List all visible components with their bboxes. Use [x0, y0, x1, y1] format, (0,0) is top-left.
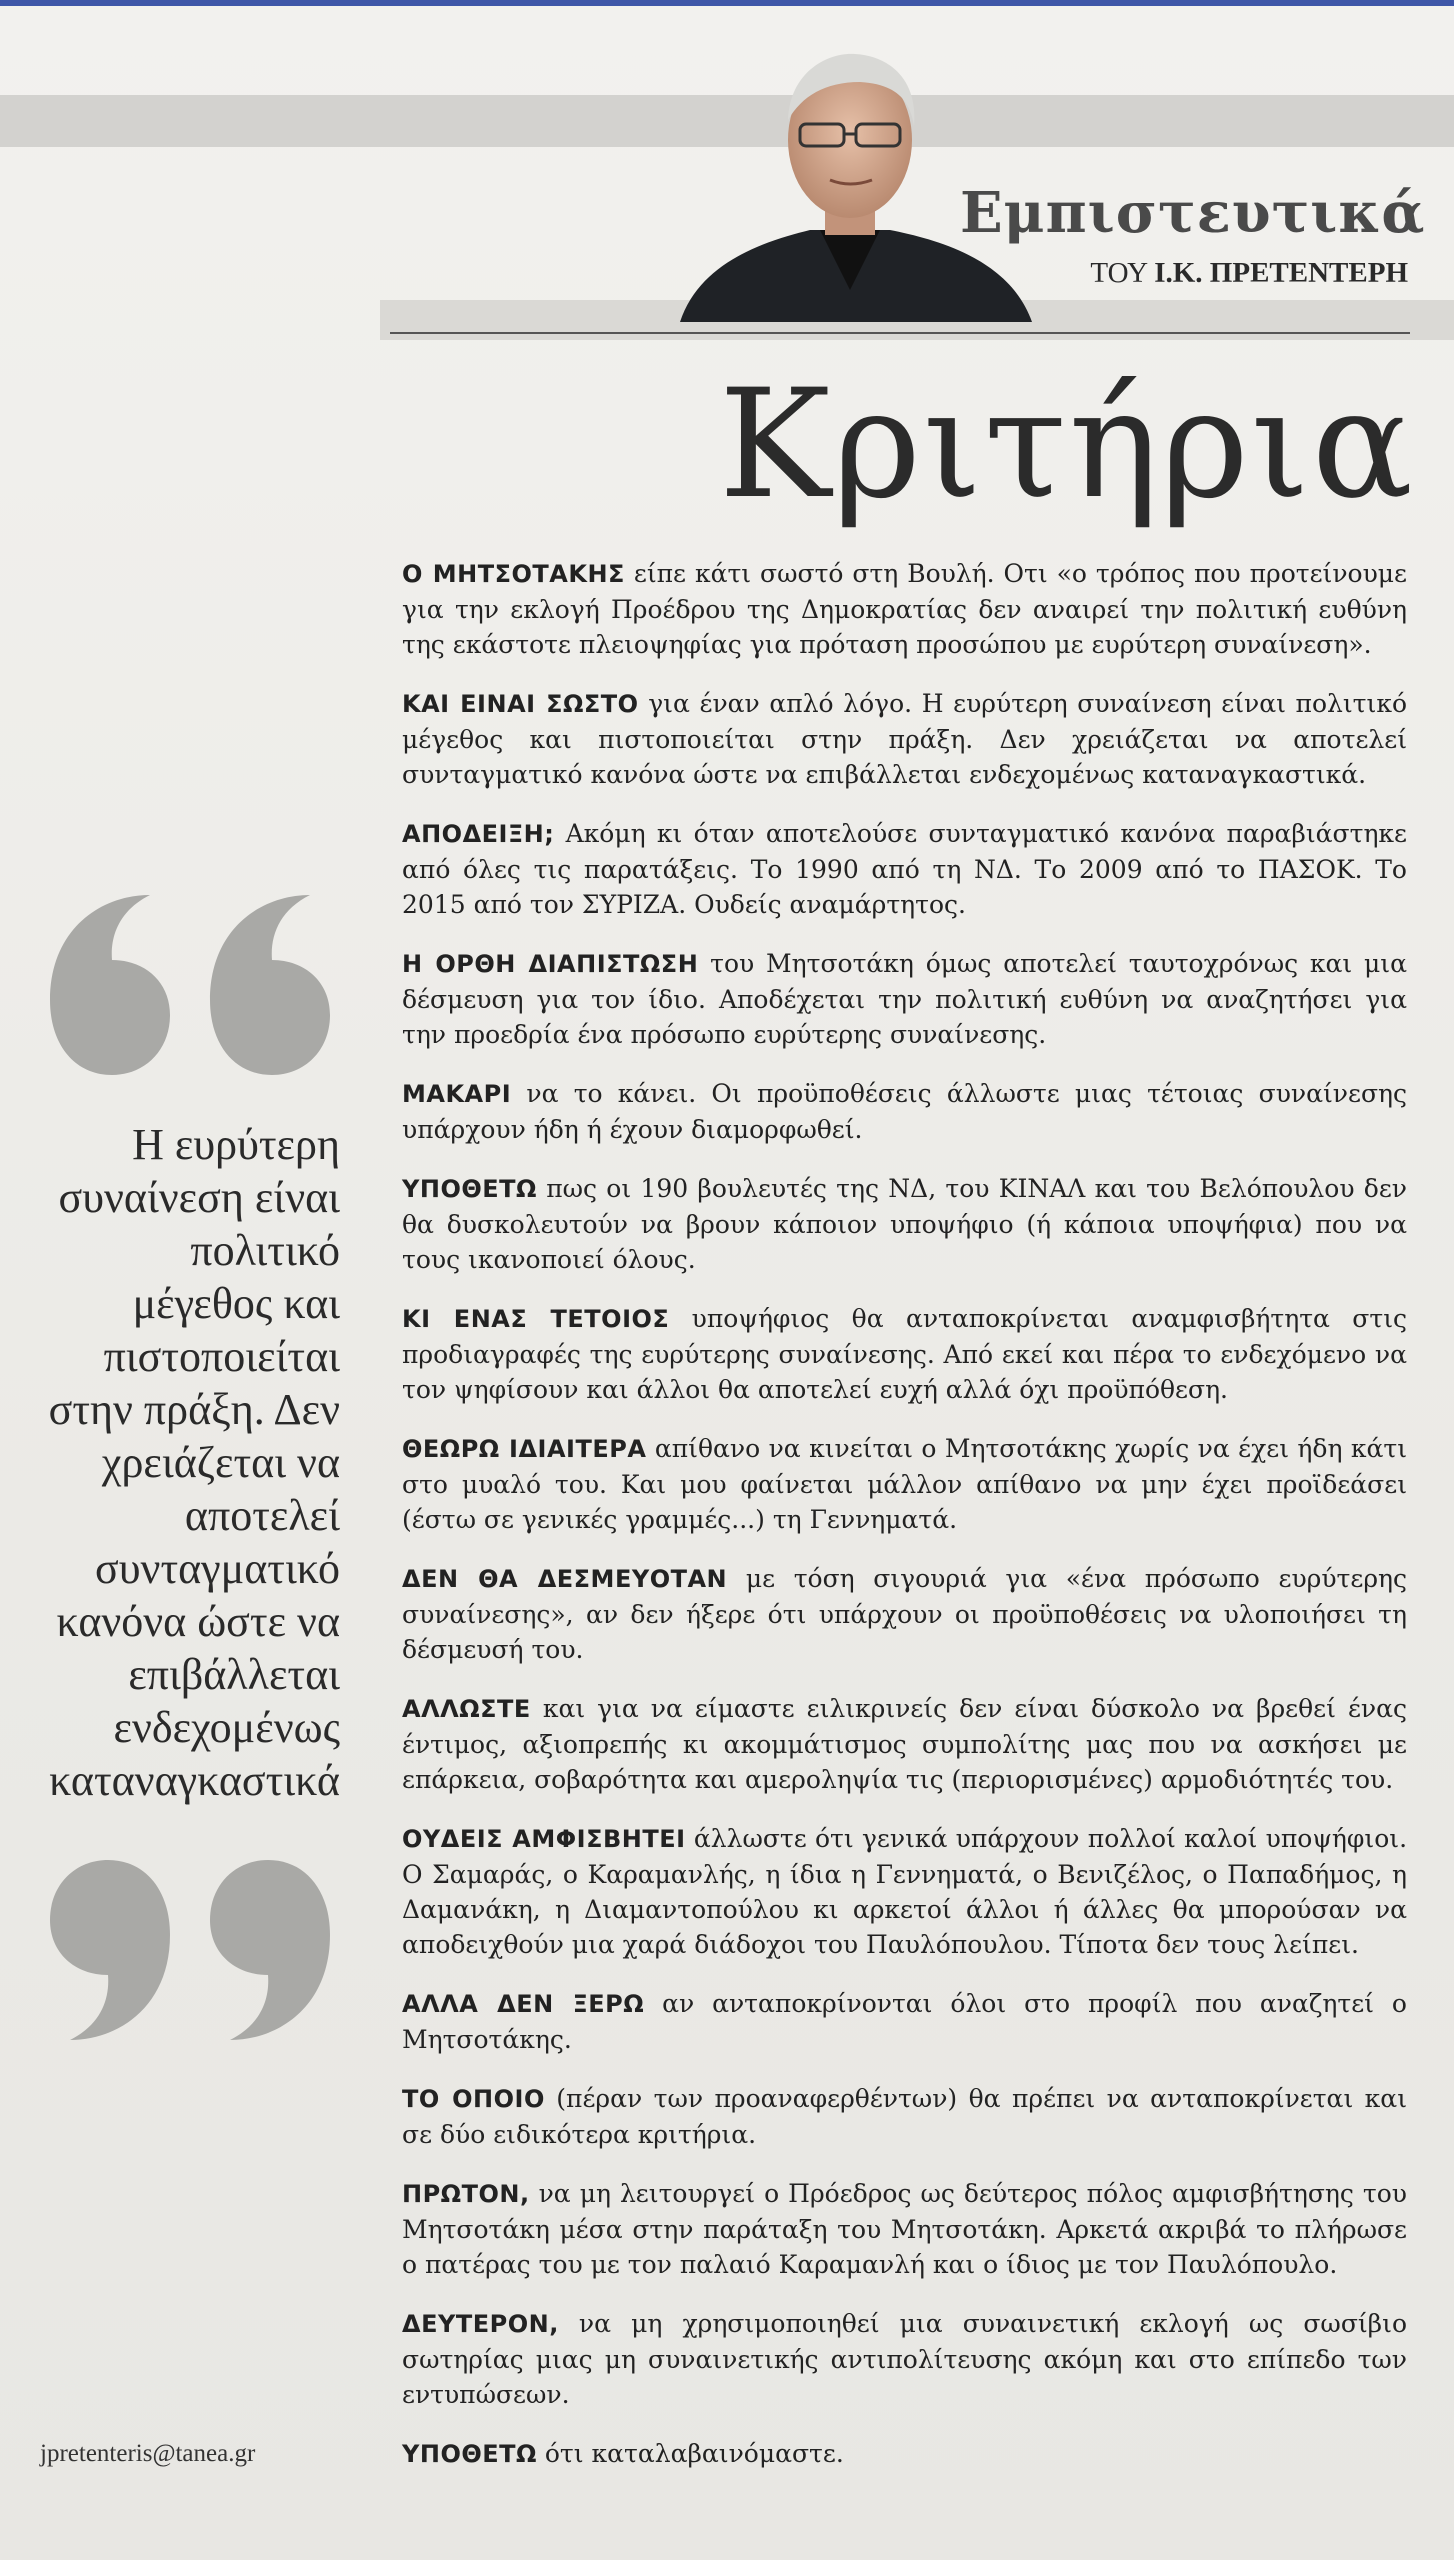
article-paragraph [402, 1561, 1407, 1667]
paragraph-text: άλλωστε ότι γενικά υπάρχουν πολλοί καλοί υποψήφιοι. Ο Σαμαράς, ο Καραμανλής, η ίδια η Γεννηματά, ο Βενιζέλος, ο Παπαδήμος, η Δαμανάκη, η Διαμαντοπούλου κι αρκετοί άλλοι ή άλλες θα μπορούσαν να αποδειχθούν μια χαρά διάδοχοι του Παυλόπουλου. Τίποτα δεν τους λείπει. [402, 1824, 1408, 1959]
top-rule [0, 0, 1454, 6]
paragraph-text: πως οι 190 βουλευτές της ΝΔ, του ΚΙΝΑΛ και του Βελόπουλου δεν θα δυσκολευτούν να βρουν κάποιον υποψήφιο (ή κάποια υποψήφια) που να τους ικανοποιεί όλους. [402, 1174, 1407, 1274]
paragraph-lead: ΥΠΟΘΕΤΩ [402, 1175, 537, 1203]
article-paragraph [402, 1301, 1407, 1407]
byline-prefix: ΤΟΥ [1090, 257, 1147, 289]
paragraph-lead: ΑΠΟΔΕΙΞΗ; [402, 820, 555, 848]
article-paragraph [402, 2176, 1407, 2282]
paragraph-text: και για να είμαστε ειλικρινείς δεν είναι δύσκολο να βρεθεί ένας έντιμος, αξιοπρεπής κι ακομμάτισμος συμπολίτης μας που να ασκήσει με επάρκεια, σοβαρότητα και αμεροληψία τις (περιορισμένες) αρμοδιότητές του. [402, 1694, 1407, 1794]
paragraph-lead: Ο ΜΗΤΣΟΤΑΚΗΣ [402, 560, 625, 588]
article-paragraph [402, 1076, 1407, 1147]
article-paragraph [402, 1821, 1407, 1962]
paragraph-text: με τόση σιγουριά για «ένα πρόσωπο ευρύτερης συναίνεσης», αν δεν ήξερε ότι υπάρχουν οι προϋποθέσεις να υλοποιήσει τη δέσμευσή του. [402, 1564, 1407, 1664]
header-divider [390, 332, 1410, 334]
paragraph-text: του Μητσοτάκη όμως αποτελεί ταυτοχρόνως και μια δέσμευση για τον ίδιο. Αποδέχεται την πολιτική ευθύνη να αναζητήσει για την προεδρία ένα πρόσωπο ευρύτερης συναίνεσης. [402, 949, 1407, 1049]
pull-quote: Η ευρύτερη συναίνεση είναι πολιτικό μέγεθος και πιστοποιείται στην πράξη. Δεν χρειάζεται να αποτελεί συνταγματικό κανόνα ώστε να επιβάλλεται ενδεχομένως καταναγκαστικά [48, 1120, 340, 1805]
article-paragraph [402, 946, 1407, 1052]
article-body [402, 556, 1407, 2496]
paragraph-text: να μη χρησιμοποιηθεί μια συναινετική εκλογή ως σωσίβιο σωτηρίας μιας μη συναινετικής αντιπολίτευσης ακόμη και στο επίπεδο των εντυπώσεων. [402, 2309, 1407, 2409]
paragraph-lead: ΚΑΙ ΕΙΝΑΙ ΣΩΣΤΟ [402, 690, 639, 718]
paragraph-lead: ΥΠΟΘΕΤΩ [402, 2440, 537, 2468]
column-title: Εμπιστευτικά [960, 180, 1426, 246]
article-paragraph [402, 1691, 1407, 1797]
paragraph-lead: ΔΕΥΤΕΡΟΝ, [402, 2310, 559, 2338]
article-paragraph [402, 816, 1407, 922]
paragraph-text: ότι καταλαβαινόμαστε. [536, 2439, 844, 2468]
paragraph-lead: ΟΥΔΕΙΣ ΑΜΦΙΣΒΗΤΕΙ [402, 1825, 686, 1853]
headline: Κριτήρια [718, 358, 1415, 532]
byline-author: Ι.Κ. ΠΡΕΤΕΝΤΕΡΗ [1154, 257, 1408, 289]
article-paragraph [402, 1171, 1407, 1277]
paragraph-lead: ΑΛΛΩΣΤΕ [402, 1695, 531, 1723]
close-quote-icon [40, 1855, 360, 2045]
article-paragraph [402, 556, 1407, 662]
paragraph-text: αν ανταποκρίνονται όλοι στο προφίλ που αναζητεί ο Μητσοτάκης. [402, 1989, 1407, 2054]
article-paragraph [402, 2436, 1407, 2472]
article-paragraph [402, 1431, 1407, 1537]
paragraph-lead: ΠΡΩΤΟΝ, [402, 2180, 530, 2208]
paragraph-lead: ΑΛΛΑ ΔΕΝ ΞΕΡΩ [402, 1990, 645, 2018]
article-paragraph [402, 2306, 1407, 2412]
open-quote-icon [40, 890, 360, 1080]
paragraph-text: απίθανο να κινείται ο Μητσοτάκης χωρίς να έχει ήδη κάτι στο μυαλό του. Και μου φαίνεται μάλλον απίθανο να μην έχει προϊδεάσει (έστω σε γενικές γραμμές...) τη Γεννηματά. [402, 1434, 1407, 1534]
paragraph-lead: Η ΟΡΘΗ ΔΙΑΠΙΣΤΩΣΗ [402, 950, 699, 978]
article-paragraph [402, 686, 1407, 792]
paragraph-lead: ΤΟ ΟΠΟΙΟ [402, 2085, 545, 2113]
paragraph-text: Ακόμη κι όταν αποτελούσε συνταγματικό κανόνα παραβιάστηκε από όλες τις παρατάξεις. Το 1990 από τη ΝΔ. Το 2009 από το ΠΑΣΟΚ. Το 2015 από τον ΣΥΡΙΖΑ. Ουδείς αναμάρτητος. [402, 819, 1407, 919]
article-paragraph [402, 1986, 1407, 2057]
paragraph-text: (πέραν των προαναφερθέντων) θα πρέπει να ανταποκρίνεται και σε δύο ειδικότερα κριτήρια. [402, 2084, 1407, 2149]
paragraph-text: για έναν απλό λόγο. Η ευρύτερη συναίνεση είναι πολιτικό μέγεθος και πιστοποιείται στην πράξη. Δεν χρειάζεται να αποτελεί συνταγματικό κανόνα ώστε να επιβάλλεται ενδεχομένως καταναγκαστικά. [402, 689, 1407, 789]
paragraph-text: να το κάνει. Οι προϋποθέσεις άλλωστε μιας τέτοιας συναίνεσης υπάρχουν ήδη ή έχουν διαμορφωθεί. [402, 1079, 1407, 1144]
paragraph-text: να μη λειτουργεί ο Πρόεδρος ως δεύτερος πόλος αμφισβήτησης του Μητσοτάκη μέσα στην παράταξη του Μητσοτάκη. Αρκετά ακριβά το πλήρωσε ο πατέρας του με τον παλαιό Καραμανλή και ο ίδιος με τον Παυλόπουλο. [402, 2179, 1407, 2279]
author-email: jpretenteris@tanea.gr [40, 2440, 256, 2467]
article-paragraph [402, 2081, 1407, 2152]
paragraph-lead: ΚΙ ΕΝΑΣ ΤΕΤΟΙΟΣ [402, 1305, 670, 1333]
paragraph-text: είπε κάτι σωστό στη Βουλή. Οτι «ο τρόπος που προτείνουμε για την εκλογή Προέδρου της Δημοκρατίας δεν αναιρεί την πολιτική ευθύνη της εκάστοτε πλειοψηφίας για πρόταση προσώπου με ευρύτερη συναίνεση». [402, 559, 1407, 659]
paragraph-lead: ΘΕΩΡΩ ΙΔΙΑΙΤΕΡΑ [402, 1435, 647, 1463]
paragraph-lead: ΜΑΚΑΡΙ [402, 1080, 512, 1108]
paragraph-lead: ΔΕΝ ΘΑ ΔΕΣΜΕΥΟΤΑΝ [402, 1565, 728, 1593]
paragraph-text: υποψήφιος θα ανταποκρίνεται αναμφισβήτητα στις προδιαγραφές της ευρύτερης συναίνεσης. Από εκεί και πέρα το ενδεχόμενο να τον ψηφίσουν και άλλοι θα αποτελεί ευχή αλλά όχι προϋπόθεση. [402, 1304, 1407, 1404]
byline [960, 257, 1408, 290]
